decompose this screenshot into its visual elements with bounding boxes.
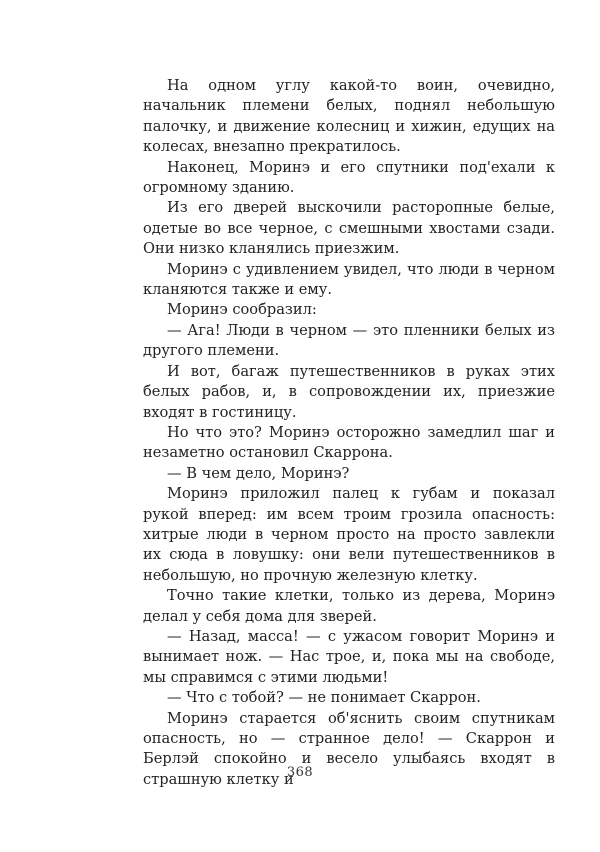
paragraph: Точно такие клетки, только из дерева, Моринэ делал у себя дома для зверей.	[143, 587, 555, 625]
paragraph: Но что это? Моринэ осторожно замедлил шаг и незаметно остановил Скаррона.	[143, 423, 555, 462]
paragraph: Моринэ старается об'яснить своим спутникам опасность, но — странное дело! — Скаррон и Берлэй спокойно и весело улыбаясь входят в страшную клетку и	[143, 709, 555, 788]
paragraph: — В чем дело, Моринэ?	[167, 464, 350, 482]
paragraph: И вот, багаж путешественников в руках этих белых рабов, и, в сопровождении их, приезжие входят в гостиницу.	[143, 362, 555, 421]
paragraph: — Назад, масса! — с ужасом говорит Моринэ и вынимает нож. — Нас трое, и, пока мы на свободе, мы справимся с этими людьми!	[143, 627, 555, 686]
paragraph: Моринэ приложил палец к губам и показал рукой вперед: им всем троим грозила опасность: хитрые люди в черном просто на просто завлекли их сюда в ловушку: они вели путешественников в небольшую, но прочную железную клетку.	[143, 485, 555, 584]
body-text	[143, 76, 555, 790]
paragraph: Моринэ с удивлением увидел, что люди в черном кланяются также и ему.	[143, 260, 555, 299]
paragraph: Моринэ сообразил:	[167, 301, 317, 319]
paragraph: Наконец, Моринэ и его спутники под'ехали к огромному зданию.	[143, 158, 555, 197]
paragraph: — Что с тобой? — не понимает Скаррон.	[167, 689, 481, 707]
paragraph: Из его дверей выскочили расторопные белые, одетые во все черное, с смешными хвостами сзади. Они низко кланялись приезжим.	[143, 199, 555, 258]
paragraph: На одном углу какой-то воин, очевидно, начальник племени белых, поднял небольшую палочку, и движение колесниц и хижин, едущих на колесах, внезапно прекратилось.	[143, 77, 555, 156]
paragraph: — Ага! Люди в черном — это пленники белых из другого племени.	[143, 321, 555, 360]
page-number: 368	[286, 765, 314, 780]
